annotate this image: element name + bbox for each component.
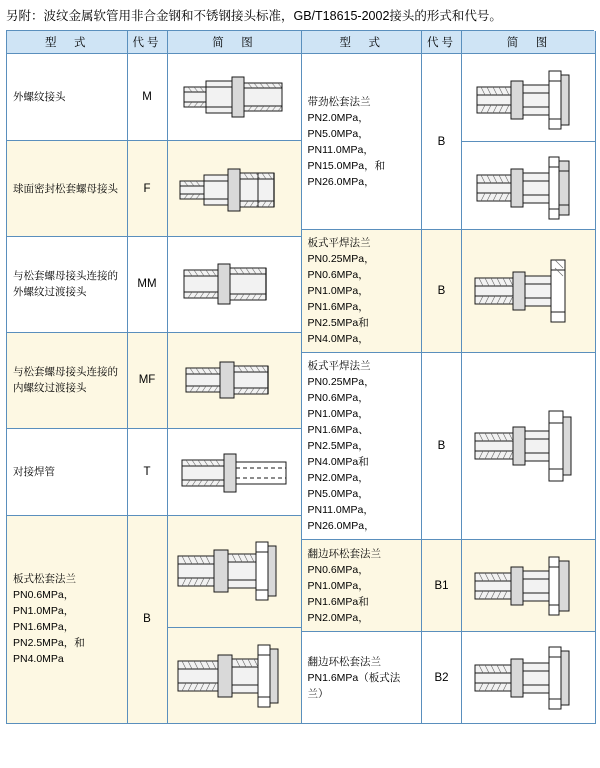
lap-joint-flange-icon [465,543,593,629]
row-type-label: 翻边环松套法兰 PN1.6MPa（板式法兰） [302,632,422,724]
ribbed-loose-flange-icon [465,57,593,139]
row-figure [167,628,301,724]
row-figure [167,54,301,141]
male-transition-fitting-icon [170,242,298,326]
row-type-label: 带劲松套法兰 PN2.0MPa，PN5.0MPa，PN11.0MPa，PN15.0MPa，和PN26.0MPa， [302,54,422,230]
row-figure [167,515,301,627]
row-figure [462,353,596,540]
table-header-row [302,31,596,54]
plate-loose-flange-icon-2 [170,633,298,719]
row-code-label: B1 [422,540,462,632]
table-row [7,141,301,237]
plate-slip-on-flange-icon [465,244,593,338]
row-figure [167,332,301,428]
row-figure [167,141,301,237]
header-figure: 简 图 [167,31,301,54]
row-type-label: 翻边环松套法兰 PN0.6MPa，PN1.0MPa，PN1.6MPa和PN2.0MPa， [302,540,422,632]
row-code-label: T [127,428,167,515]
header-type: 型 式 [302,31,422,54]
row-figure [462,54,596,142]
fittings-table-right [302,31,597,724]
row-figure [462,142,596,230]
row-figure [462,632,596,724]
lap-joint-flange-2-icon [465,635,593,721]
spherical-seal-union-nut-fitting-icon [170,147,298,231]
ribbed-loose-flange-icon-2 [465,145,593,227]
row-figure [462,230,596,353]
plate-slip-on-flange-2-icon [465,397,593,495]
row-type-label: 与松套螺母接头连接的外螺纹过渡接头 [7,237,127,333]
table-row [7,54,301,141]
row-type-label: 外螺纹接头 [7,54,127,141]
row-figure [462,540,596,632]
row-figure [167,428,301,515]
fittings-table-left [7,31,302,724]
row-code-label: B [127,515,167,723]
row-type-label: 板式松套法兰 PN0.6MPa，PN1.0MPa，PN1.6MPa，PN2.5MPa，和PN4.0MPa [7,515,127,723]
fittings-tables [6,30,594,724]
row-code-label: F [127,141,167,237]
header-code: 代号 [127,31,167,54]
plate-loose-flange-icon [170,522,298,622]
page-caption: 另附：波纹金属软管用非合金钢和不锈钢接头标准，GB/T18615-2002接头的形式和代号。 [6,9,502,23]
table-row [302,632,596,724]
female-transition-fitting-icon [170,338,298,422]
male-thread-fitting-icon [170,59,298,135]
table-row [7,428,301,515]
row-code-label: B [422,353,462,540]
table-row [302,353,596,540]
row-type-label: 板式平焊法兰 PN0.25MPa，PN0.6MPa，PN1.0MPa，PN1.6MPa、PN2.5MPa，PN4.0MPa和PN2.0MPa，PN5.0MPa，PN11.0MPa，PN26.0MPa， [302,353,422,540]
row-type-label: 球面密封松套螺母接头 [7,141,127,237]
header-figure: 简 图 [462,31,596,54]
butt-weld-pipe-icon [170,434,298,510]
table-header-row [7,31,301,54]
header-type: 型 式 [7,31,127,54]
row-figure [167,237,301,333]
row-code-label: B [422,230,462,353]
row-type-label: 板式平焊法兰 PN0.25MPa，PN0.6MPa，PN1.0MPa，PN1.6MPa，PN2.5MPa和PN4.0MPa， [302,230,422,353]
table-row [302,54,596,142]
row-code-label: B2 [422,632,462,724]
row-type-label: 对接焊管 [7,428,127,515]
table-row [302,540,596,632]
row-type-label: 与松套螺母接头连接的内螺纹过渡接头 [7,332,127,428]
table-row [7,515,301,627]
table-row [7,237,301,333]
table-row [302,230,596,353]
row-code-label: MF [127,332,167,428]
row-code-label: MM [127,237,167,333]
row-code-label: B [422,54,462,230]
row-code-label: M [127,54,167,141]
header-code: 代号 [422,31,462,54]
table-row [7,332,301,428]
